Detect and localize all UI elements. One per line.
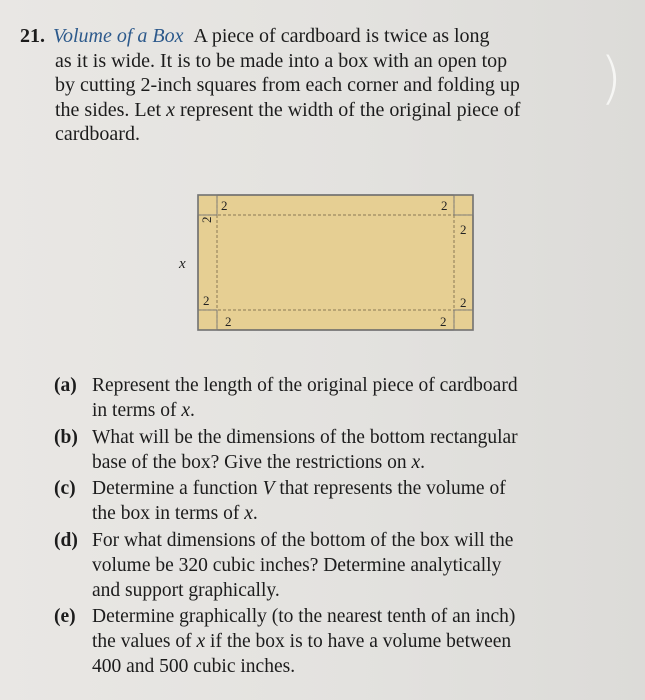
- part-b-text-2: base of the box? Give the restrictions on: [92, 451, 412, 473]
- problem-line-5: cardboard.: [55, 123, 140, 145]
- part-d-text-1: For what dimensions of the bottom of the box will the: [92, 529, 514, 551]
- question-parts: [54, 373, 569, 681]
- part-d-label: (d): [54, 529, 78, 551]
- corner-label-tl-side: 2: [199, 216, 214, 223]
- part-d-text-2: volume be 320 cubic inches? Determine analytically: [92, 554, 502, 576]
- part-c-var-v: V: [262, 478, 275, 499]
- part-e-text-2: the values of: [92, 631, 197, 652]
- part-c-var: x: [244, 503, 253, 524]
- part-a-var: x: [181, 400, 191, 421]
- part-c-text-1: Determine a function: [92, 478, 263, 499]
- part-b: (b) What will be the dimensions of the bottom rectangular base of the box? Give the restrictions on x.: [54, 426, 518, 473]
- part-b-var: x: [411, 451, 421, 473]
- problem-title: Volume of a Box: [53, 25, 184, 47]
- cardboard-diagram-svg: [168, 190, 488, 340]
- part-a-text-2: in terms of: [92, 400, 182, 421]
- variable-x: x: [166, 98, 175, 121]
- problem-number: 21.: [20, 25, 45, 47]
- part-c-text-2: the box in terms of: [92, 503, 245, 524]
- part-e: (e) Determine graphically (to the nearest tenth of an inch) the values of x if the box is to have a volume between 400 and 500 cubic inches.: [54, 606, 516, 677]
- part-c: (c) Determine a function V that represents the volume of the box in terms of x.: [54, 478, 506, 524]
- part-a-label: (a): [54, 375, 77, 396]
- part-e-var: x: [196, 631, 206, 652]
- problem-line-4: the sides. Let x represent the width of the original piece of: [55, 98, 521, 121]
- corner-label-tr-top: 2: [441, 198, 448, 213]
- corner-label-bl-bottom: 2: [225, 314, 232, 329]
- part-b-label: (b): [54, 426, 78, 448]
- corner-label-br-side: 2: [460, 295, 467, 310]
- part-a-text-1: Represent the length of the original piece of cardboard: [92, 375, 518, 396]
- part-d-text-3: and support graphically.: [92, 579, 280, 601]
- corner-label-tl-top: 2: [221, 198, 228, 213]
- problem-line-2: as it is wide. It is to be made into a box with an open top: [55, 49, 508, 72]
- corner-label-tr-side: 2: [460, 222, 467, 237]
- part-d: [54, 528, 569, 603]
- cardboard-diagram: [168, 190, 488, 340]
- part-a: (a) Represent the length of the original piece of cardboard in terms of x.: [54, 375, 518, 421]
- part-e-text-3: 400 and 500 cubic inches.: [92, 656, 296, 677]
- part-e-label: (e): [54, 606, 76, 627]
- width-label-x: x: [179, 256, 186, 272]
- corner-label-bl-side: 2: [203, 293, 210, 308]
- part-c-label: (c): [54, 478, 76, 499]
- problem-statement: [20, 24, 565, 147]
- problem-line-3: by cutting 2-inch squares from each corner and folding up: [55, 74, 520, 96]
- margin-bracket-icon: ): [600, 46, 622, 111]
- problem-line-1: A piece of cardboard is twice as long: [193, 25, 490, 47]
- part-b-text-1: What will be the dimensions of the bottom rectangular: [92, 426, 518, 448]
- part-e-text-1: Determine graphically (to the nearest tenth of an inch): [92, 606, 516, 627]
- corner-label-br-bottom: 2: [440, 314, 447, 329]
